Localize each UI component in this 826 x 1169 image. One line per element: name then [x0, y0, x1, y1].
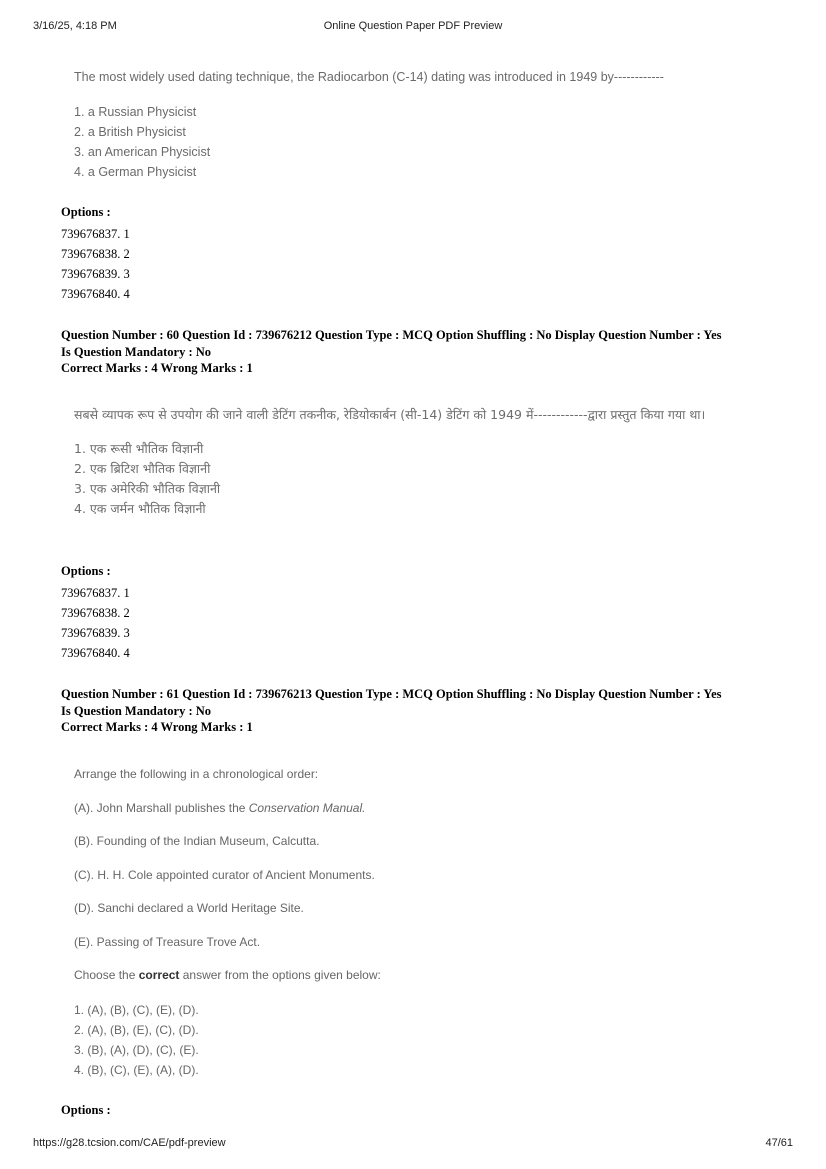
- choice-2: 2. (A), (B), (E), (C), (D).: [74, 1023, 199, 1037]
- item-e: (E). Passing of Treasure Trove Act.: [74, 935, 261, 949]
- question-61-intro: Arrange the following in a chronological order:: [74, 767, 319, 781]
- option-row: 739676838. 2: [61, 606, 130, 620]
- page-title: Online Question Paper PDF Preview: [323, 20, 503, 32]
- question-60-meta: [61, 327, 781, 377]
- question-text: सबसे व्यापक रूप से उपयोग की जाने वाली डेटिंग तकनीक, रेडियोकार्बन (सी-14) डेटिंग को 1949 में------------द्वारा प्रस्तुत किया गया था।: [74, 407, 706, 422]
- choice-1: 1. (A), (B), (C), (E), (D).: [74, 1003, 199, 1017]
- choose-prefix: Choose the: [74, 968, 139, 982]
- print-datetime: 3/16/25, 4:18 PM: [33, 20, 117, 32]
- options-list-60: [61, 564, 130, 663]
- question-60-image: [74, 405, 764, 519]
- choice-3: 3. (B), (A), (D), (C), (E).: [74, 1043, 199, 1057]
- question-61-choices: [74, 1000, 199, 1080]
- choice-3: 3. एक अमेरिकी भौतिक विज्ञानी: [74, 481, 221, 496]
- options-list-59: [61, 205, 130, 304]
- item-c: (C). H. H. Cole appointed curator of Ancient Monuments.: [74, 868, 375, 882]
- choice-4: 4. a German Physicist: [74, 165, 197, 179]
- meta-line-1: Question Number : 61 Question Id : 739676213 Question Type : MCQ Option Shuffling : No Display Question Number : Yes: [61, 687, 722, 701]
- meta-line-3: Correct Marks : 4 Wrong Marks : 1: [61, 361, 253, 375]
- choose-suffix: answer from the options given below:: [179, 968, 381, 982]
- page-url[interactable]: https://g28.tcsion.com/CAE/pdf-preview: [33, 1137, 226, 1149]
- option-row: 739676840. 4: [61, 287, 130, 301]
- option-row: 739676837. 1: [61, 586, 130, 600]
- option-row: 739676838. 2: [61, 247, 130, 261]
- option-row: 739676840. 4: [61, 646, 130, 660]
- item-d: (D). Sanchi declared a World Heritage Site.: [74, 901, 304, 915]
- option-row: 739676839. 3: [61, 267, 130, 281]
- meta-line-1: Question Number : 60 Question Id : 739676212 Question Type : MCQ Option Shuffling : No Display Question Number : Yes: [61, 328, 722, 342]
- options-title: Options :: [61, 1103, 111, 1117]
- choice-2: 2. a British Physicist: [74, 125, 186, 139]
- choice-2: 2. एक ब्रिटिश भौतिक विज्ञानी: [74, 461, 211, 476]
- question-59-image: [74, 70, 664, 182]
- choice-4: 4. (B), (C), (E), (A), (D).: [74, 1063, 199, 1077]
- item-b: (B). Founding of the Indian Museum, Calcutta.: [74, 834, 320, 848]
- option-row: 739676837. 1: [61, 227, 130, 241]
- meta-line-2: Is Question Mandatory : No: [61, 344, 212, 359]
- options-title: Options :: [61, 564, 111, 578]
- item-a-text: (A). John Marshall publishes the: [74, 801, 249, 815]
- meta-line-3: Correct Marks : 4 Wrong Marks : 1: [61, 720, 253, 734]
- choose-instruction: [74, 968, 381, 982]
- options-list-61: [61, 1103, 111, 1122]
- choice-1: 1. a Russian Physicist: [74, 105, 197, 119]
- option-row: 739676839. 3: [61, 626, 130, 640]
- question-61-meta: [61, 686, 781, 736]
- choose-bold: correct: [138, 968, 180, 982]
- question-text: The most widely used dating technique, the Radiocarbon (C-14) dating was introduced in 1949 by------------: [74, 70, 664, 84]
- item-a: [74, 801, 365, 815]
- choice-4: 4. एक जर्मन भौतिक विज्ञानी: [74, 501, 206, 516]
- page-number: 47/61: [765, 1137, 793, 1149]
- options-title: Options :: [61, 205, 111, 219]
- item-a-title: Conservation Manual.: [248, 801, 366, 815]
- meta-line-2: Is Question Mandatory : No: [61, 703, 212, 718]
- choice-1: 1. एक रूसी भौतिक विज्ञानी: [74, 441, 204, 456]
- choice-3: 3. an American Physicist: [74, 145, 211, 159]
